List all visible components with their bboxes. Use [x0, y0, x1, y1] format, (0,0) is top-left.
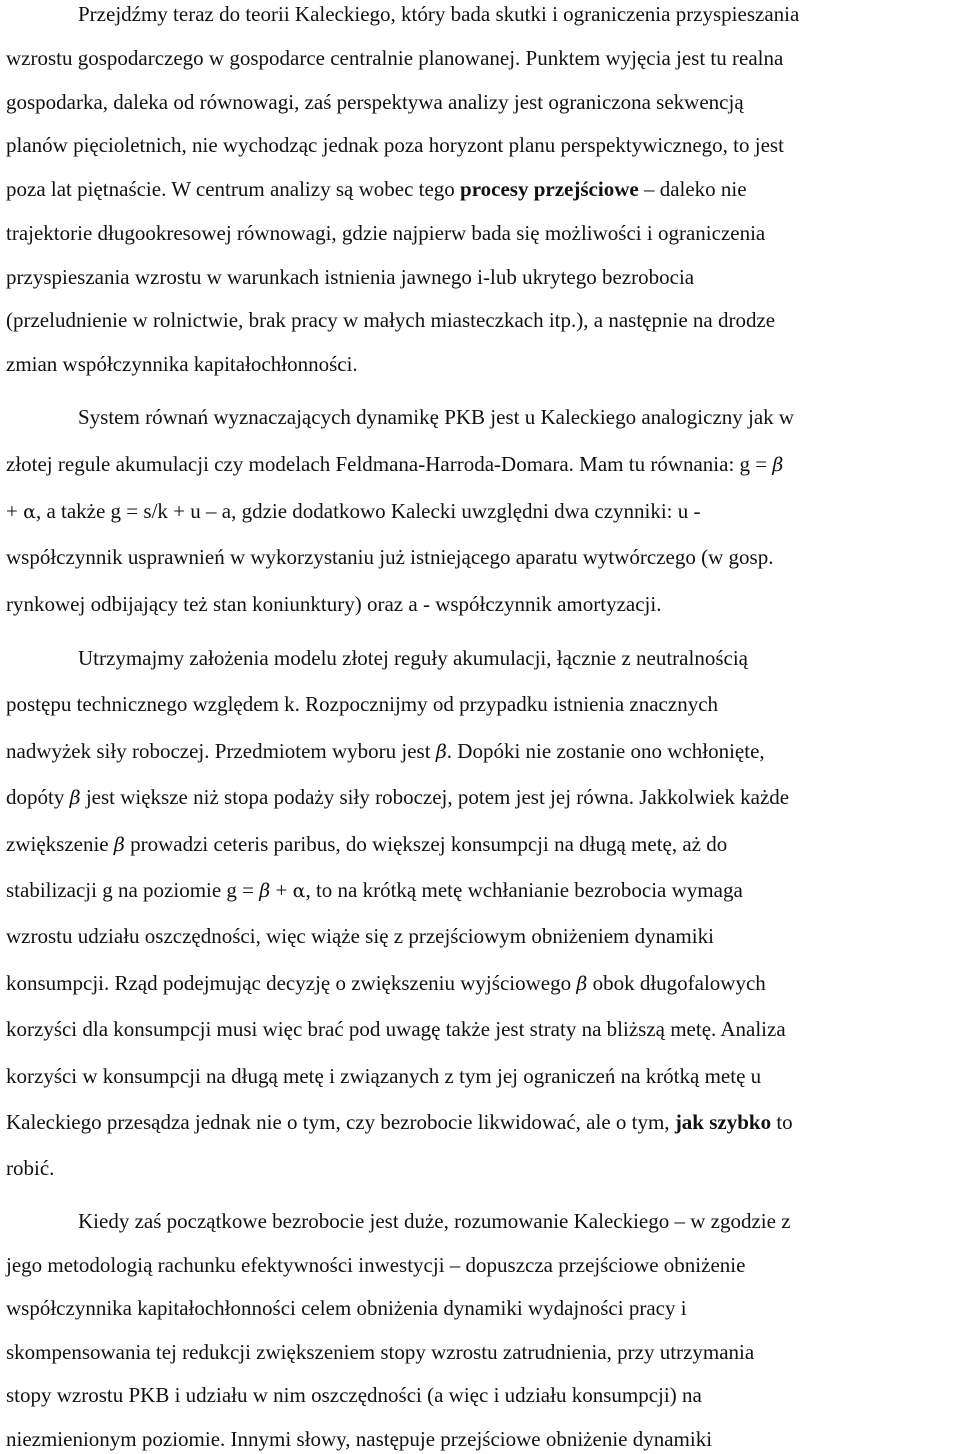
text-run: System równań wyznaczających dynamikę PKB jest u Kaleckiego analogiczny jak w [78, 405, 795, 429]
beta-symbol: β [576, 972, 588, 995]
text-run: jego metodologią rachunku efektywności inwestycji – dopuszcza przejściowe obniżenie [6, 1252, 746, 1277]
text-run: Przejdźmy teraz do teorii Kaleckiego, który bada skutki i ograniczenia przyspieszania [78, 2, 800, 26]
beta-symbol: β [435, 740, 447, 763]
text-line [6, 1253, 745, 1277]
text-run: złotej regule akumulacji czy modelach Feldmana-Harroda-Domara. Mam tu równania: g = [6, 451, 773, 476]
text-run: trajektorie długookresowej równowagi, gdzie najpierw bada się możliwości i ograniczenia [6, 220, 766, 245]
text-run: korzyści dla konsumpcji musi więc brać pod uwagę także jest straty na bliższą metę. Analiza [6, 1017, 786, 1042]
text-run: dopóty [6, 785, 70, 810]
text-line [6, 221, 765, 245]
text-line [6, 1064, 761, 1088]
text-line [6, 46, 783, 70]
text-line [6, 1017, 786, 1041]
text-line [6, 308, 775, 332]
text-run: obok długofalowych [587, 970, 766, 995]
beta-symbol: β [69, 787, 81, 810]
text-run: przyspieszania wzrostu w warunkach istnienia jawnego i-lub ukrytego bezrobocia [6, 264, 695, 289]
text-line [6, 90, 744, 114]
text-line [6, 352, 358, 376]
text-run: robić. [6, 1156, 55, 1181]
text-line [6, 1427, 712, 1451]
bold-text: procesy przejściowe [460, 177, 639, 201]
text-line [78, 1209, 791, 1233]
text-run: stopy wzrostu PKB i udziału w nim oszczędności (a więc i udziału konsumpcji) na [6, 1383, 702, 1408]
text-line [6, 832, 727, 857]
alpha-symbol: α [23, 500, 36, 523]
text-line [6, 265, 694, 289]
text-line [78, 646, 748, 670]
text-run: wzrostu udziału oszczędności, więc wiąże się z przejściowym obniżeniem dynamiki [6, 924, 714, 949]
text-line [6, 499, 701, 524]
text-run: + [6, 498, 24, 523]
beta-symbol: β [259, 880, 271, 902]
text-run: + [270, 878, 293, 902]
text-run: poza lat piętnaście. W centrum analizy są wobec tego [6, 177, 461, 201]
text-run: niezmienionym poziomie. Innymi słowy, następuje przejściowe obniżenie dynamiki [6, 1427, 713, 1451]
text-run: postępu technicznego względem k. Rozpocznijmy od przypadku istnienia znacznych [6, 692, 719, 717]
text-line [6, 1110, 793, 1134]
text-run: współczynnik usprawnień w wykorzystaniu już istniejącego aparatu wytwórczego (w gosp. [6, 545, 774, 570]
text-line [6, 1383, 702, 1407]
text-run: – daleko nie [638, 177, 747, 201]
text-line [6, 1296, 687, 1320]
text-run: współczynnika kapitałochłonności celem obniżenia dynamiki wydajności pracy i [6, 1296, 687, 1321]
text-run: Kiedy zaś początkowe bezrobocie jest duże, rozumowanie Kaleckiego – w zgodzie z [78, 1209, 791, 1233]
text-run: korzyści w konsumpcji na długą metę i związanych z tym jej ograniczeń na krótką metę u [6, 1063, 762, 1088]
text-run: . Dopóki nie zostanie ono wchłonięte, [446, 738, 765, 763]
text-line [6, 133, 784, 157]
text-line [6, 545, 773, 569]
text-run: prowadzi ceteris paribus, do większej konsumpcji na długą metę, aż do [124, 831, 728, 856]
text-run: , a także g = s/k + u – a, gdzie dodatkowo Kalecki uwzględni dwa czynniki: u - [35, 498, 701, 523]
text-run: (przeludnienie w rolnictwie, brak pracy w małych miasteczkach itp.), a następnie na drodze [6, 308, 776, 333]
beta-symbol: β [772, 453, 784, 476]
text-line [6, 177, 747, 201]
text-line [6, 924, 714, 948]
text-run: zmian współczynnika kapitałochłonności. [6, 352, 358, 376]
text-line [6, 878, 743, 903]
text-line [6, 1156, 54, 1180]
text-run: Utrzymajmy założenia modelu złotej reguły akumulacji, łącznie z neutralnością [78, 646, 748, 670]
text-line [6, 692, 718, 716]
text-run: planów pięcioletnich, nie wychodząc jednak poza horyzont planu perspektywicznego, to jest [6, 133, 784, 158]
text-line [6, 1340, 754, 1364]
text-line [78, 405, 794, 429]
text-run: jest większe niż stopa podaży siły roboczej, potem jest jej równa. Jakkolwiek każde [80, 785, 790, 810]
text-run: skompensowania tej redukcji zwiększeniem stopy wzrostu zatrudnienia, przy utrzymania [6, 1339, 755, 1364]
text-run: to [771, 1110, 793, 1134]
text-run: konsumpcji. Rząd podejmując decyzję o zwiększeniu wyjściowego [6, 970, 577, 995]
text-line [6, 971, 766, 996]
text-line [78, 2, 799, 26]
text-run: wzrostu gospodarczego w gospodarce centralnie planowanej. Punktem wyjęcia jest tu realna [6, 45, 784, 70]
text-line [6, 452, 783, 477]
text-run: nadwyżek siły roboczej. Przedmiotem wyboru jest [6, 738, 436, 763]
text-run: zwiększenie [6, 831, 114, 856]
alpha-symbol: α [292, 880, 306, 902]
text-run: , to na krótką metę wchłanianie bezrobocia wymaga [305, 878, 743, 902]
text-line [6, 739, 765, 764]
text-run: rynkowej odbijający też stan koniunktury) oraz a - współczynnik amortyzacji. [6, 592, 662, 617]
text-line [6, 785, 789, 810]
bold-text: jak szybko [674, 1110, 772, 1134]
text-run: Kaleckiego przesądza jednak nie o tym, czy bezrobocie likwidować, ale o tym, [6, 1110, 675, 1134]
text-run: stabilizacji g na poziomie g = [6, 878, 260, 902]
text-line [6, 592, 661, 616]
text-run: gospodarka, daleka od równowagi, zaś perspektywa analizy jest ograniczona sekwencją [6, 89, 744, 114]
beta-symbol: β [113, 833, 125, 856]
